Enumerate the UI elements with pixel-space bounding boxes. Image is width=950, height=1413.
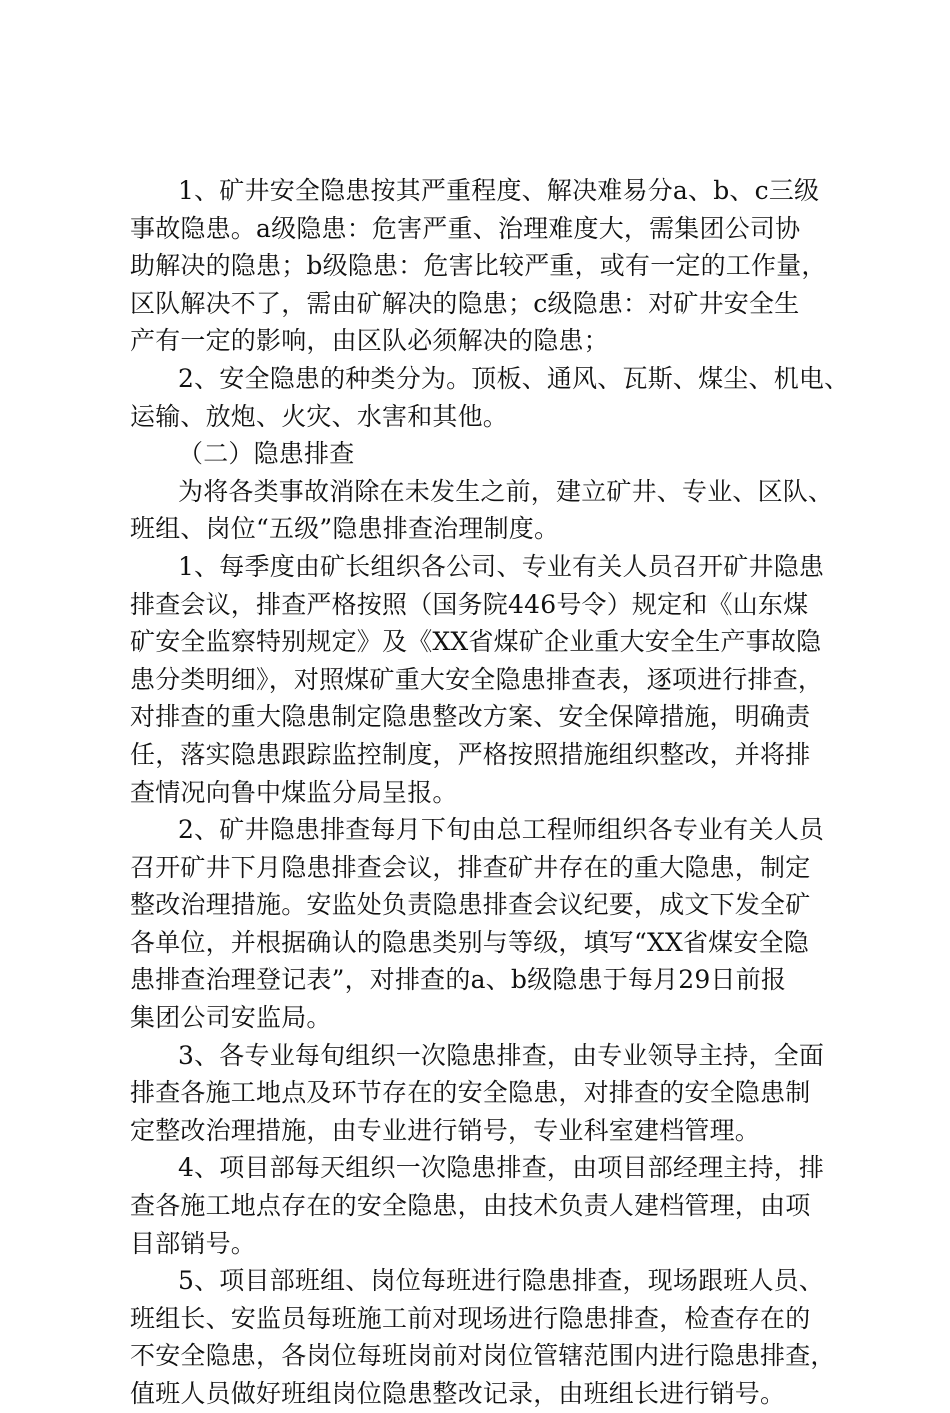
paragraph-line: 目部销号。 [130, 1228, 257, 1258]
section-heading: （二）隐患排查 [178, 439, 355, 469]
paragraph-line: 任，落实隐患跟踪监控制度，严格按照措施组织整改，并将排 [130, 739, 811, 769]
paragraph-line: 事故隐患。a级隐患：危害严重、治理难度大，需集团公司协 [130, 213, 801, 243]
paragraph-line: 4、项目部每天组织一次隐患排查，由项目部经理主持，排 [178, 1153, 825, 1183]
paragraph-line: 1、矿井安全隐患按其严重程度、解决难易分a、b、c三级 [178, 176, 820, 205]
paragraph-line: 对排查的重大隐患制定隐患整改方案、安全保障措施，明确责 [130, 702, 811, 732]
paragraph-line: 助解决的隐患；b级隐患：危害比较严重，或有一定的工作量， [130, 251, 827, 281]
paragraph-line: 运输、放炮、火灾、水害和其他。 [130, 401, 509, 431]
paragraph-line: 定整改治理措施，由专业进行销号，专业科室建档管理。 [130, 1115, 761, 1145]
paragraph-line: 2、安全隐患的种类分为。顶板、通风、瓦斯、煤尘、机电、 [178, 363, 850, 393]
paragraph-line: 各单位，并根据确认的隐患类别与等级，填写“XX省煤安全隐 [130, 927, 809, 957]
paragraph-line: 矿安全监察特别规定》及《XX省煤矿企业重大安全生产事故隐 [130, 627, 822, 657]
paragraph-line: 查情况向鲁中煤监分局呈报。 [130, 777, 458, 807]
paragraph-line: 为将各类事故消除在未发生之前，建立矿井、专业、区队、 [178, 476, 834, 506]
paragraph-line: 不安全隐患，各岗位每班岗前对岗位管辖范围内进行隐患排查， [130, 1341, 836, 1371]
paragraph-line: 班组、岗位“五级”隐患排查治理制度。 [130, 514, 560, 544]
paragraph-line: 查各施工地点存在的安全隐患，由技术负责人建档管理，由项 [130, 1191, 811, 1221]
document-body [130, 172, 850, 1413]
paragraph-line: 2、矿井隐患排查每月下旬由总工程师组织各专业有关人员 [178, 815, 825, 845]
paragraph-line: 患排查治理登记表”，对排查的a、b级隐患于每月29日前报 [130, 965, 787, 995]
paragraph-line: 区队解决不了，需由矿解决的隐患；c级隐患：对矿井安全生 [130, 288, 800, 318]
paragraph-line: 排查会议，排查严格按照（国务院446号令）规定和《山东煤 [130, 589, 809, 619]
paragraph-line: 召开矿井下月隐患排查会议，排查矿井存在的重大隐患，制定 [130, 852, 811, 882]
paragraph-line: 患分类明细》，对照煤矿重大安全隐患排查表，逐项进行排查， [130, 664, 824, 694]
paragraph-line: 整改治理措施。安监处负责隐患排查会议纪要，成文下发全矿 [130, 890, 811, 920]
paragraph-line: 集团公司安监局。 [130, 1003, 332, 1033]
paragraph-line: 值班人员做好班组岗位隐患整改记录，由班组长进行销号。 [130, 1379, 786, 1408]
paragraph-line: 产有一定的影响，由区队必须解决的隐患； [130, 326, 609, 356]
paragraph-line: 5、项目部班组、岗位每班进行隐患排查，现场跟班人员、 [178, 1266, 825, 1296]
paragraph-line: 班组长、安监员每班施工前对现场进行隐患排查，检查存在的 [130, 1303, 811, 1333]
paragraph-line: 排查各施工地点及环节存在的安全隐患，对排查的安全隐患制 [130, 1078, 811, 1108]
paragraph-line: 1、每季度由矿长组织各公司、专业有关人员召开矿井隐患 [178, 551, 825, 581]
paragraph-line: 3、各专业每旬组织一次隐患排查，由专业领导主持，全面 [178, 1040, 825, 1070]
